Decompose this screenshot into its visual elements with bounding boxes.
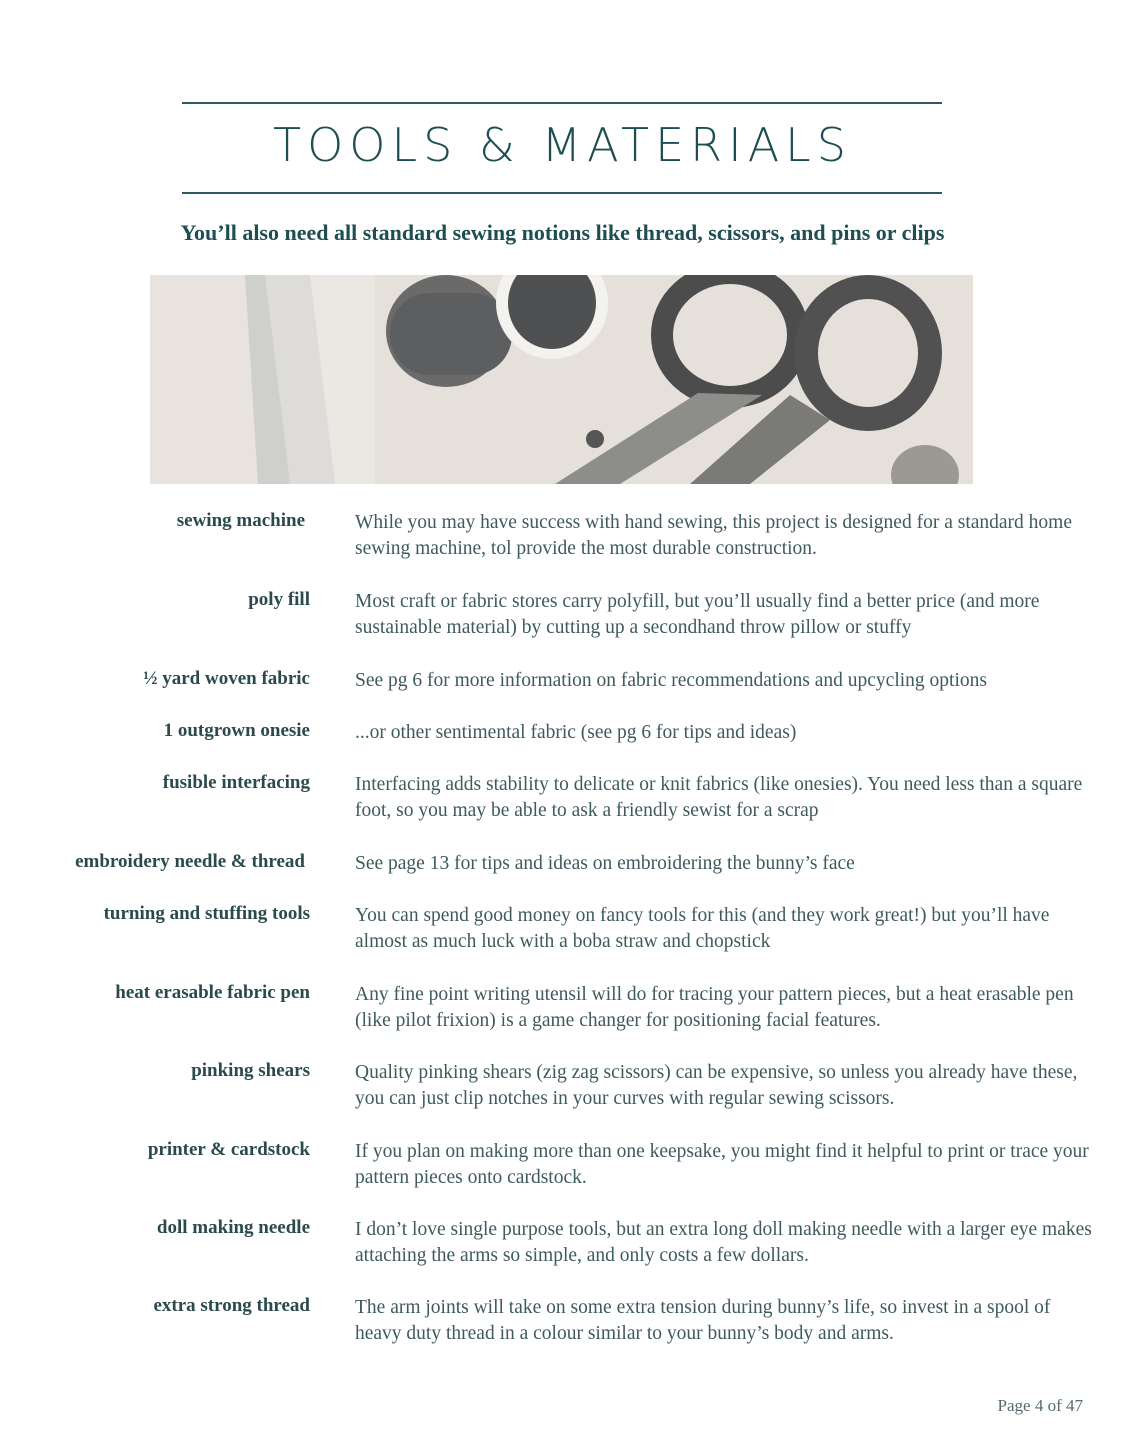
item-description: See page 13 for tips and ideas on embroidering the bunny’s face: [355, 853, 855, 874]
page-title: TOOLS & MATERIALS: [272, 118, 853, 172]
item-label: printer & cardstock: [147, 1139, 310, 1160]
page-number: Page 4 of 47: [997, 1396, 1083, 1415]
item-label: ½ yard woven fabric: [143, 668, 310, 689]
header-photo: [150, 275, 973, 484]
item-description: ...or other sentimental fabric (see pg 6 for tips and ideas): [355, 722, 797, 743]
item-label: embroidery needle & thread: [75, 851, 305, 872]
item-description: Most craft or fabric stores carry polyfill, but you’ll usually find a better price (and more sustainable material) by cutting up a secondhand throw pillow or stuffy: [355, 591, 1040, 638]
item-description: While you may have success with hand sewing, this project is designed for a standard home sewing machine, tol provide the most durable construction.: [355, 512, 1072, 559]
subtitle: You’ll also need all standard sewing notions like thread, scissors, and pins or clips: [180, 220, 945, 245]
item-description: If you plan on making more than one keepsake, you might find it helpful to print or trace your pattern pieces onto cardstock.: [355, 1141, 1089, 1188]
bottom-rule: [182, 192, 942, 194]
item-description: Quality pinking shears (zig zag scissors) can be expensive, so unless you already have these, you can just clip notches in your curves with regular sewing scissors.: [355, 1062, 1078, 1109]
item-label: extra strong thread: [153, 1295, 310, 1316]
item-label: pinking shears: [191, 1060, 310, 1081]
item-description: See pg 6 for more information on fabric recommendations and upcycling options: [355, 670, 987, 691]
item-description: The arm joints will take on some extra tension during bunny’s life, so invest in a spool of heavy duty thread in a colour similar to your bunny’s body and arms.: [355, 1297, 1051, 1344]
item-label: turning and stuffing tools: [103, 903, 310, 924]
item-label: 1 outgrown onesie: [163, 720, 310, 741]
item-description: You can spend good money on fancy tools for this (and they work great!) but you’ll have almost as much luck with a boba straw and chopstick: [355, 905, 1050, 952]
item-label: poly fill: [248, 589, 310, 610]
item-label: sewing machine: [176, 510, 305, 531]
top-rule: [182, 102, 942, 104]
item-label: doll making needle: [156, 1217, 310, 1238]
item-label: fusible interfacing: [162, 772, 310, 793]
item-label: heat erasable fabric pen: [115, 982, 310, 1003]
item-description: Any fine point writing utensil will do for tracing your pattern pieces, but a heat erasable pen (like pilot frixion) is a game changer for positioning facial features.: [355, 984, 1074, 1031]
item-description: Interfacing adds stability to delicate or knit fabrics (like onesies). You need less than a square foot, so you may be able to ask a friendly sewist for a scrap: [355, 774, 1083, 821]
item-description: I don’t love single purpose tools, but an extra long doll making needle with a larger eye makes attaching the arms so simple, and only costs a few dollars.: [355, 1219, 1092, 1266]
